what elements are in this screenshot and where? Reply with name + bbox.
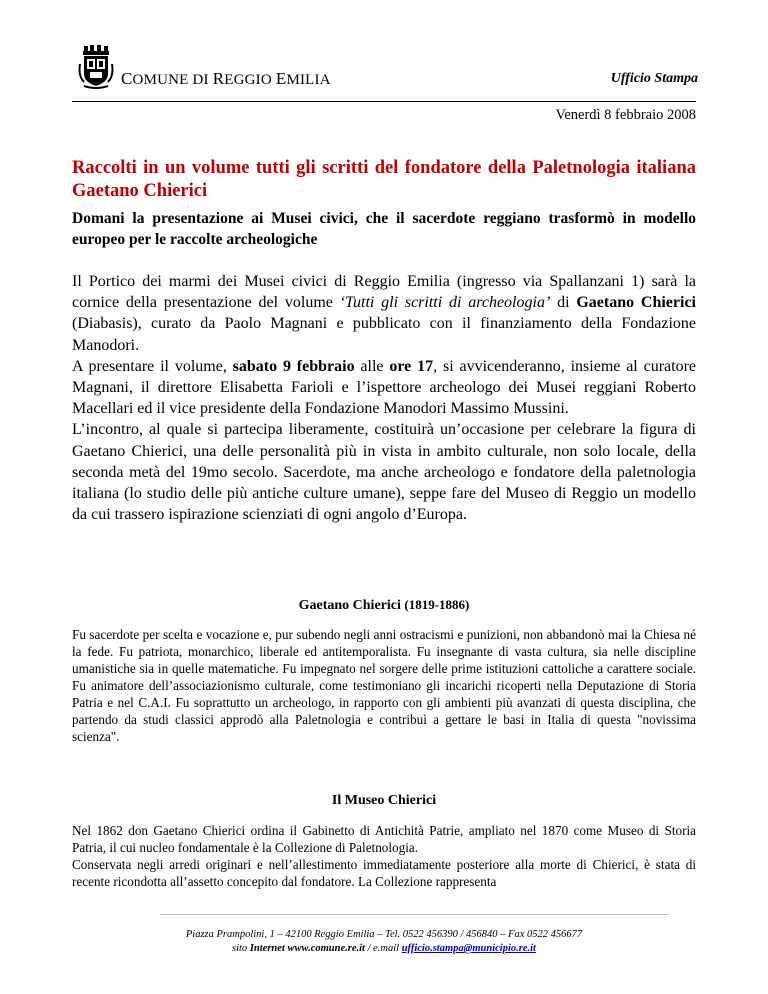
paragraph-intro: Il Portico dei marmi dei Musei civici di Reggio Emilia (ingresso via Spallanzani 1) sarà la cornice della presentazione del volume ‘Tutti gli scritti di archeologia’ di Gaetano Chierici (Diabasis), curato da Paolo Magnani e pubblicato con il finanziamento della Fondazione Manodori. bbox=[72, 273, 696, 354]
office-name: Ufficio Stampa bbox=[610, 71, 698, 86]
event-date: sabato 9 febbraio bbox=[232, 357, 355, 375]
museum-text bbox=[72, 822, 696, 890]
paragraph-meeting: L’incontro, al quale si partecipa liberamente, costituirà un’occasione per celebrare la figura di Gaetano Chierici, una delle personalità più in vista in ambito culturale, non solo locale, della seconda metà del 19mo secolo. Sacerdote, ma anche archeologo e fondatore della paletnologia italiana (lo studio delle più antiche culture umane), seppe fare del Museo di Reggio un modello da cui trassero ispirazione scienziati di ogni angolo d’Europa. bbox=[72, 421, 696, 524]
museum-heading: Il Museo Chierici bbox=[331, 793, 437, 808]
footer-contacts: sito Internet www.comune.re.it / e.mail ufficio.stampa@municipio.re.it bbox=[232, 943, 536, 954]
header-divider bbox=[72, 101, 696, 102]
footer-address: Piazza Prampolini, 1 – 42100 Reggio Emilia – Tel. 0522 456390 / 456840 – Fax 0522 456677 bbox=[185, 929, 583, 940]
bio-heading: Gaetano Chierici (1819-1886) bbox=[298, 597, 470, 613]
book-title: ‘Tutti gli scritti di archeologia’ bbox=[339, 294, 551, 312]
article-subtitle: Domani la presentazione ai Musei civici, che il sacerdote reggiano trasformò in modello europeo per le raccolte archeologiche bbox=[72, 210, 696, 248]
museum-paragraph-1: Nel 1862 don Gaetano Chierici ordina il Gabinetto di Antichità Patrie, ampliato nel 1870 come Museo di Storia Patria, il cui nucleo fondamentale è la Collezione di Paletnologia. bbox=[72, 823, 696, 855]
article-title: Raccolti in un volume tutti gli scritti del fondatore della Paletnologia italiana Gaetano Chierici bbox=[72, 158, 696, 201]
museum-paragraph-2: Conservata negli arredi originari e nell’allestimento immediatamente posteriore alla morte di Chierici, è stata di recente ricondotta all’assetto concepito dal fondatore. La Collezione rappresenta bbox=[72, 857, 696, 889]
email-link[interactable]: ufficio.stampa@municipio.re.it bbox=[401, 943, 536, 954]
bio-text: Fu sacerdote per scelta e vocazione e, pur subendo negli anni ostracismi e punizioni, non abbandonò mai la Chiesa né la fede. Fu patriota, monarchico, liberale ed antitemporalista. Fu insegnante di vasta cultura, sia nelle discipline umanistiche sia in quelle matematiche. Fu impegnato nel sorgere delle prime istituzioni cattoliche a carattere sociale. Fu animatore dell’associazionismo culturale, come testimoniano gli incarichi ricoperti nella Deputazione di Storia Patria e nel C.A.I. Fu soprattutto un archeologo, in rapporto con gli ambienti più avanzati di questa disciplina, che partendo da studi classici approdò alla Paletnologia e contribuì a gettare le basi in Italia di questa "novissima scienza". bbox=[72, 627, 696, 744]
organization-name: COMUNE DI REGGIO EMILIA bbox=[121, 69, 331, 88]
footer-divider bbox=[160, 914, 668, 915]
release-date: Venerdì 8 febbraio 2008 bbox=[555, 107, 696, 123]
paragraph-presentation: A presentare il volume, sabato 9 febbraio alle ore 17, si avvicenderanno, insieme al curatore Magnani, il direttore Elisabetta Farioli e l’ispettore archeologo dei Musei reggiani Roberto Macellari ed il vice presidente della Fondazione Manodori Massimo Mussini. bbox=[72, 357, 697, 418]
article-body bbox=[72, 271, 696, 525]
city-crest-icon bbox=[78, 44, 114, 90]
event-time: ore 17 bbox=[389, 357, 434, 375]
website-link[interactable]: www.comune.re.it bbox=[284, 943, 365, 954]
author-name: Gaetano Chierici bbox=[576, 294, 696, 312]
